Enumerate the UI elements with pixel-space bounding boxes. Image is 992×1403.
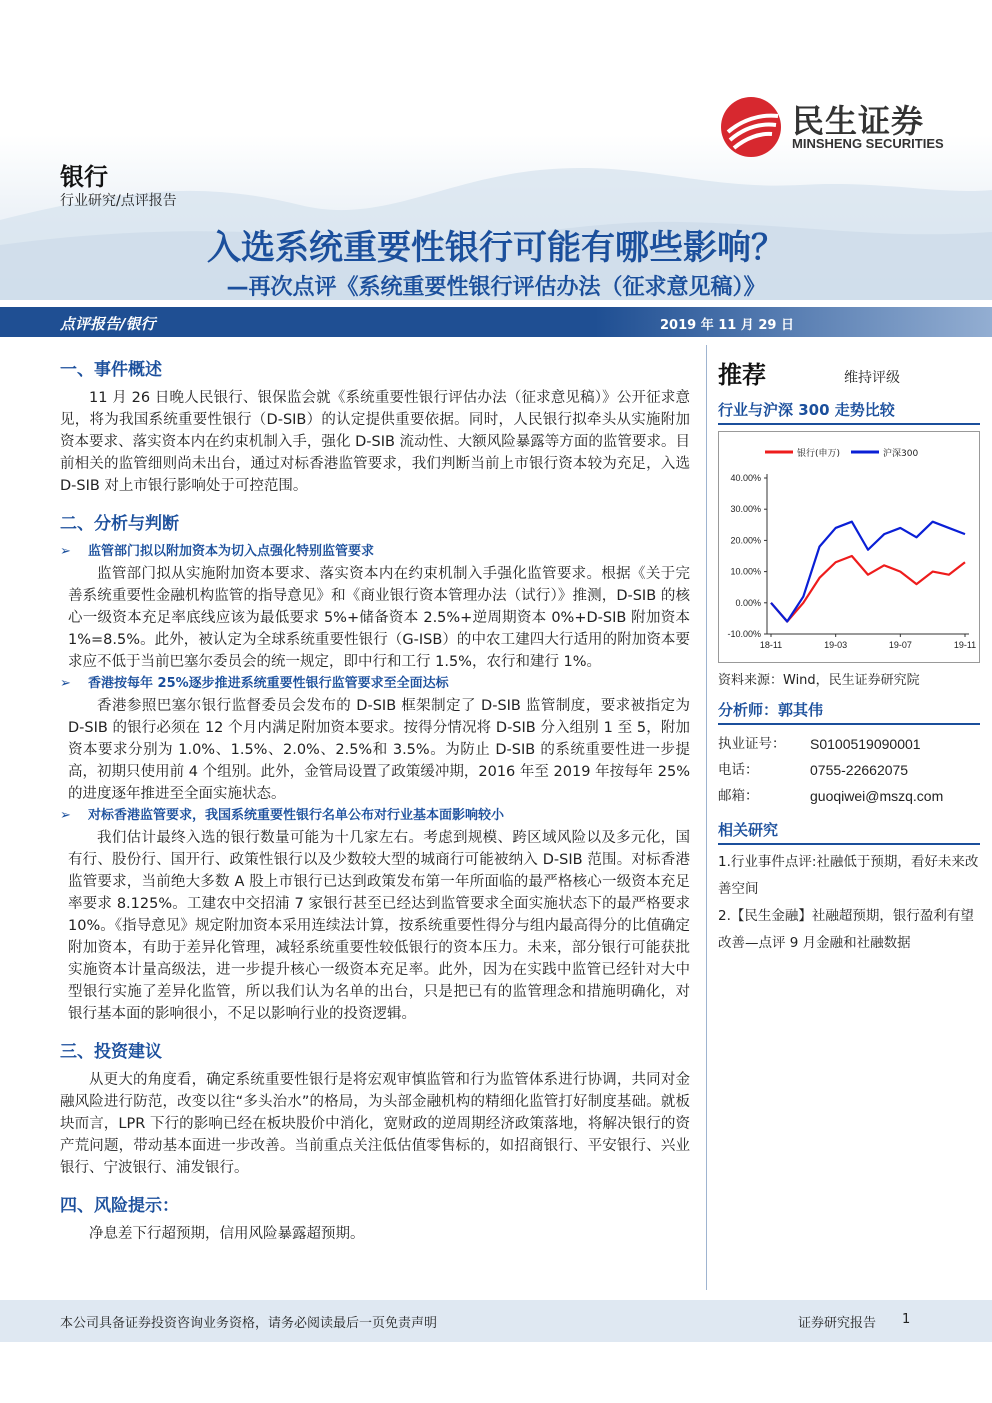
x-tick-label: 19-07 <box>888 640 912 650</box>
footer <box>0 1300 992 1342</box>
info-bar-date: 2019 年 11 月 29 日 <box>660 318 794 333</box>
section-analysis <box>60 509 690 1025</box>
section-event <box>60 355 690 497</box>
brand-logo <box>720 96 960 158</box>
bullet-heading <box>60 541 690 563</box>
related-item[interactable]: 1.行业事件点评:社融低于预期，看好未来改善空间 <box>718 854 979 897</box>
x-tick-label: 19-03 <box>824 640 848 650</box>
bullet-heading <box>60 673 690 695</box>
bullet-paragraph: 监管部门拟从实施附加资本要求、落实资本内在约束机制入手强化监管要求。根据《关于完善系统重要性金融机构监管的指导意见》和《商业银行资本管理办法（试行）》推测，D-SIB 的核心一级资本充足率底线应该为最低要求 5%+储备资本 2.5%+逆周期资本 0%+D-SIB 附加资本 1%=8.5%。此外，被认定为全球系统重要性银行（G-ISB）的中农工建四大行适用的附加资本要求应不低于当前巴塞尔委员会的统一规定，即中行和工行 1.5%，农行和建行 1%。 <box>68 566 690 670</box>
y-tick-label: -10.00% <box>727 629 761 639</box>
y-tick-label: 0.00% <box>735 597 761 608</box>
bullet-title: 对标香港监管要求，我国系统重要性银行名单公布对行业基本面影响较小 <box>88 808 505 823</box>
chart-heading: 行业与沪深 300 走势比较 <box>718 399 980 425</box>
related-item[interactable]: 2.【民生金融】社融超预期，银行盈利有望改善—点评 9 月金融和社融数据 <box>718 908 974 951</box>
bullet-title: 香港按每年 25%逐步推进系统重要性银行监管要求至全面达标 <box>88 676 449 691</box>
page-number: 1 <box>902 1312 911 1327</box>
info-key: 电话： <box>718 762 759 778</box>
bullet-heading <box>60 805 690 827</box>
sector-label: 银行 <box>60 163 108 191</box>
email-link[interactable]: guoqiwei@mszq.com <box>810 788 944 804</box>
paragraph: 从更大的角度看，确定系统重要性银行是将宏观审慎监管和行为监管体系进行协调，共同对金融风险进行防范，改变以往“多头治水”的格局，为头部金融机构的精细化监管打好制度基础。就板块而言，LPR 下行的影响已经在板块股价中消化，宽财政的逆周期经济政策落地，将解决银行的资产荒问题，带动基本面进一步改善。当前重点关注低估值零售标的，如招商银行、平安银行、兴业银行、宁波银行、浦发银行。 <box>60 1072 690 1176</box>
y-tick-label: 30.00% <box>730 504 761 515</box>
main-content <box>60 355 690 1245</box>
chart-source: 资料来源：Wind，民生证券研究院 <box>718 673 920 688</box>
y-tick-label: 40.00% <box>730 473 761 483</box>
info-bar-category: 点评报告/银行 <box>60 315 156 333</box>
report-title: 入选系统重要性银行可能有哪些影响？ <box>207 228 785 268</box>
bullet-title: 监管部门拟以附加资本为切入点强化特别监管要求 <box>88 544 375 559</box>
related-heading: 相关研究 <box>718 819 980 845</box>
footer-disclaimer: 本公司具备证券投资咨询业务资格，请务必阅读最后一页免责声明 <box>60 1316 438 1331</box>
y-tick-label: 10.00% <box>730 566 761 577</box>
x-tick-label: 19-11 <box>953 640 977 650</box>
y-tick-label: 20.00% <box>730 535 761 546</box>
trend-chart <box>718 431 980 663</box>
sidebar <box>718 355 980 957</box>
report-subtitle: —再次点评《系统重要性银行评估办法（征求意见稿）》 <box>226 275 766 300</box>
bullet-paragraph: 我们估计最终入选的银行数量可能为十几家左右。考虑到规模、跨区域风险以及多元化，国有行、股份行、国开行、政策性银行以及少数较大型的城商行可能被纳入 D-SIB 范围。对标香港监管要求，当前绝大多数 A 股上市银行已达到政策发布第一年所面临的最严格核心一级资本充足率要求 8.125%。工建农中交招浦 7 家银行甚至已经达到监管要求全面实施状态下的最严格要求 10%。《指导意见》规定附加资本采用连续法计算，按系统重要性得分与组内最高得分的比值确定附加资本，有助于差异化管理，减轻系统重要性较低银行的资本压力。未来，部分银行可能获批实施资本计量高级法，进一步提升核心一级资本充足率。此外，因为在实践中监管已经针对大中型银行实施了差异化监管，所以我们认为名单的出台，只是把已有的监管理念和措施明确化，对银行基本面的影响很小，不足以影响行业的投资逻辑。 <box>68 830 690 1022</box>
analyst-heading: 分析师：郭其伟 <box>718 699 980 725</box>
section-heading: 四、风险提示： <box>60 1196 179 1216</box>
bullet-paragraph: 香港参照巴塞尔银行监督委员会发布的 D-SIB 框架制定了 D-SIB 监管制度，要求被指定为 D-SIB 的银行必须在 12 个月内满足附加资本要求。按得分情况将 D-SIB 分入组别 1 至 5，附加资本要求分别为 1.0%、1.5%、2.0%、2.5%和 3.5%。为防止 D-SIB 的系统重要性进一步提高，初期只使用前 4 个组别。此外，金管局设置了政策缓冲期，2016 年至 2019 年按每年 25%的进度逐年推进至全面实施状态。 <box>68 698 690 802</box>
info-key: 邮箱： <box>718 788 759 804</box>
legend-label: 银行(申万) <box>797 449 841 459</box>
logo-mark-icon <box>720 96 782 158</box>
analyst-info-row <box>718 731 980 757</box>
analyst-info-row <box>718 757 980 783</box>
info-value: 0755-22662075 <box>810 762 909 778</box>
series-line-bank <box>771 556 965 622</box>
rating: 推荐 <box>718 361 766 389</box>
rating-row <box>718 355 980 399</box>
column-divider <box>706 345 707 1290</box>
info-value: S0100519090001 <box>810 736 921 752</box>
x-tick-label: 18-11 <box>759 640 783 650</box>
trend-chart-svg <box>719 432 979 662</box>
info-key: 执业证号： <box>718 736 786 752</box>
section-risk <box>60 1191 690 1245</box>
arrow-bullet-icon: ➢ <box>60 544 71 559</box>
analyst-info-row <box>718 783 980 809</box>
logo-name-en: MINSHENG SECURITIES <box>792 136 944 151</box>
arrow-bullet-icon: ➢ <box>60 676 71 691</box>
rating-note: 维持评级 <box>844 370 900 386</box>
info-bar <box>0 307 992 337</box>
arrow-bullet-icon: ➢ <box>60 808 71 823</box>
section-heading: 二、分析与判断 <box>60 514 179 534</box>
section-heading: 三、投资建议 <box>60 1042 162 1062</box>
section-investment <box>60 1037 690 1179</box>
paragraph: 11 月 26 日晚人民银行、银保监会就《系统重要性银行评估办法（征求意见稿）》公开征求意见，将为我国系统重要性银行（D-SIB）的认定提供重要依据。同时，人民银行拟牵头从实施附加资本要求、落实资本内在约束机制入手，强化 D-SIB 流动性、大额风险暴露等方面的监管要求。目前相关的监管细则尚未出台，通过对标香港监管要求，我们判断当前上市银行资本较为充足，入选 D-SIB 对上市银行影响处于可控范围。 <box>60 390 690 494</box>
paragraph: 净息差下行超预期，信用风险暴露超预期。 <box>89 1226 365 1242</box>
legend-label: 沪深300 <box>883 449 919 459</box>
section-heading: 一、事件概述 <box>60 360 162 380</box>
logo-name-cn: 民生证券 <box>792 102 925 140</box>
report-type: 行业研究/点评报告 <box>60 193 177 209</box>
footer-label: 证券研究报告 <box>798 1316 877 1331</box>
